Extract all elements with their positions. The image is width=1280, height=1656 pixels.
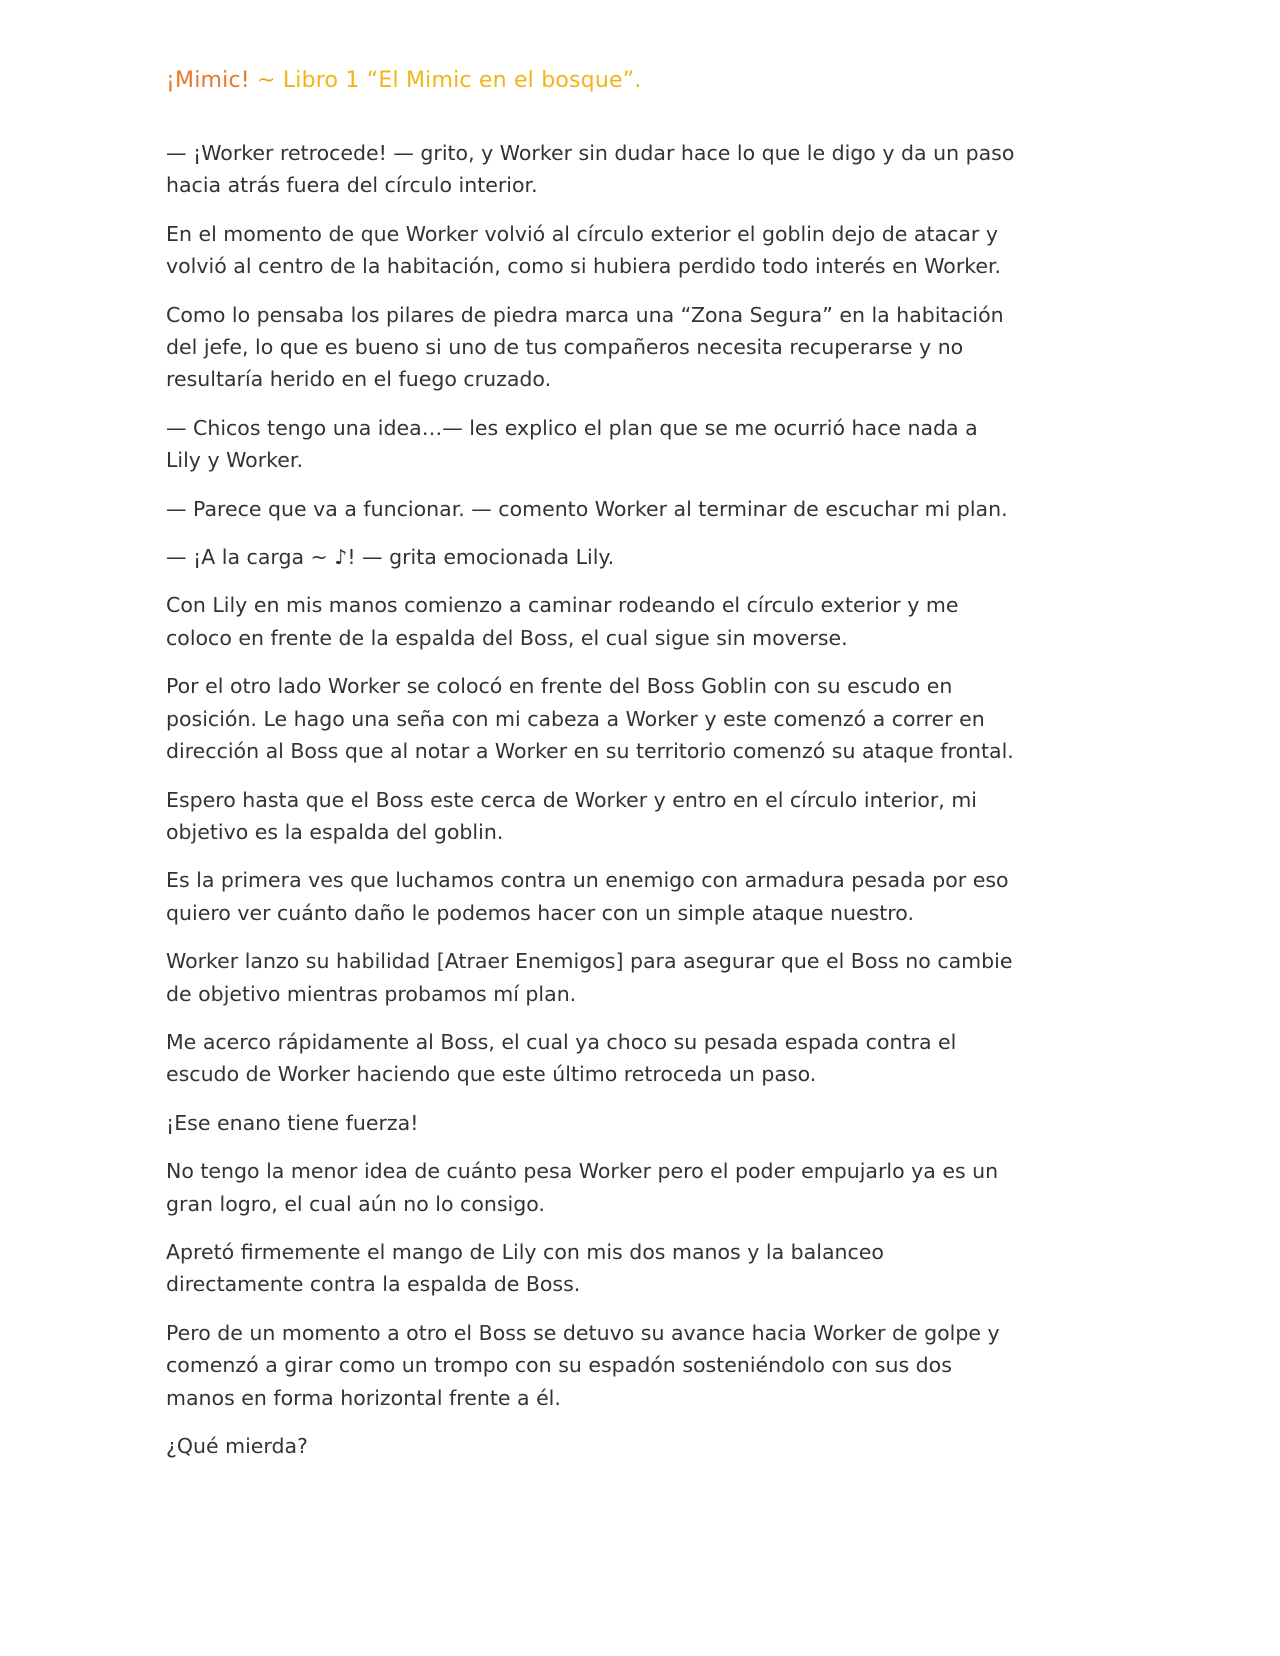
paragraph: Espero hasta que el Boss este cerca de Worker y entro en el círculo interior, mi objetivo es la espalda del goblin. <box>166 787 978 844</box>
paragraph: — ¡A la carga ~ ♪! — grita emocionada Lily. <box>166 545 615 570</box>
story-body <box>166 137 1016 1478</box>
paragraph: ¡Ese enano tiene fuerza! <box>166 1110 419 1135</box>
paragraph: Me acerco rápidamente al Boss, el cual ya choco su pesada espada contra el escudo de Worker haciendo que este último retroceda un paso. <box>166 1029 957 1087</box>
series-title: ¡Mimic! <box>166 68 250 93</box>
book-title: Libro 1 “El Mimic en el bosque”. <box>282 68 642 93</box>
paragraph: Con Lily en mis manos comienzo a caminar rodeando el círculo exterior y me coloco en frente de la espalda del Boss, el cual sigue sin moverse. <box>166 593 959 650</box>
paragraph: — Chicos tengo una idea…— les explico el plan que se me ocurrió hace nada a Lily y Worker. <box>166 415 978 473</box>
header-separator: ~ <box>249 68 283 93</box>
paragraph: Pero de un momento a otro el Boss se detuvo su avance hacia Worker de golpe y comenzó a girar como un trompo con su espadón sosteniéndolo con sus dos manos en forma horizontal frente a él. <box>166 1320 1000 1410</box>
paragraph: En el momento de que Worker volvió al círculo exterior el goblin dejo de atacar y volvió al centro de la habitación, como si hubiera perdido todo interés en Worker. <box>166 221 1002 279</box>
paragraph: No tengo la menor idea de cuánto pesa Worker pero el poder empujarlo ya es un gran logro, el cual aún no lo consigo. <box>166 1159 999 1216</box>
paragraph: Worker lanzo su habilidad [Atraer Enemigos] para asegurar que el Boss no cambie de objetivo mientras probamos mí plan. <box>166 949 1013 1006</box>
paragraph: ¿Qué mierda? <box>166 1434 308 1458</box>
paragraph: Es la primera ves que luchamos contra un enemigo con armadura pesada por eso quiero ver cuánto daño le podemos hacer con un simple ataque nuestro. <box>166 868 1009 925</box>
paragraph: — ¡Worker retrocede! — grito, y Worker sin dudar hace lo que le digo y da un paso hacia atrás fuera del círculo interior. <box>166 141 1015 198</box>
paragraph: Apretó firmemente el mango de Lily con mis dos manos y la balanceo directamente contra la espalda de Boss. <box>166 1239 884 1297</box>
page-header <box>166 68 1066 93</box>
paragraph: Por el otro lado Worker se colocó en frente del Boss Goblin con su escudo en posición. Le hago una seña con mi cabeza a Worker y este comenzó a correr en dirección al Boss que al notar a Worker en su territorio comenzó su ataque frontal. <box>166 674 1014 764</box>
paragraph: — Parece que va a funcionar. — comento Worker al terminar de escuchar mi plan. <box>166 496 1008 521</box>
paragraph: Como lo pensaba los pilares de piedra marca una “Zona Segura” en la habitación del jefe, lo que es bueno si uno de tus compañeros necesita recuperarse y no resultaría herido en el fuego cruzado. <box>166 302 1004 392</box>
